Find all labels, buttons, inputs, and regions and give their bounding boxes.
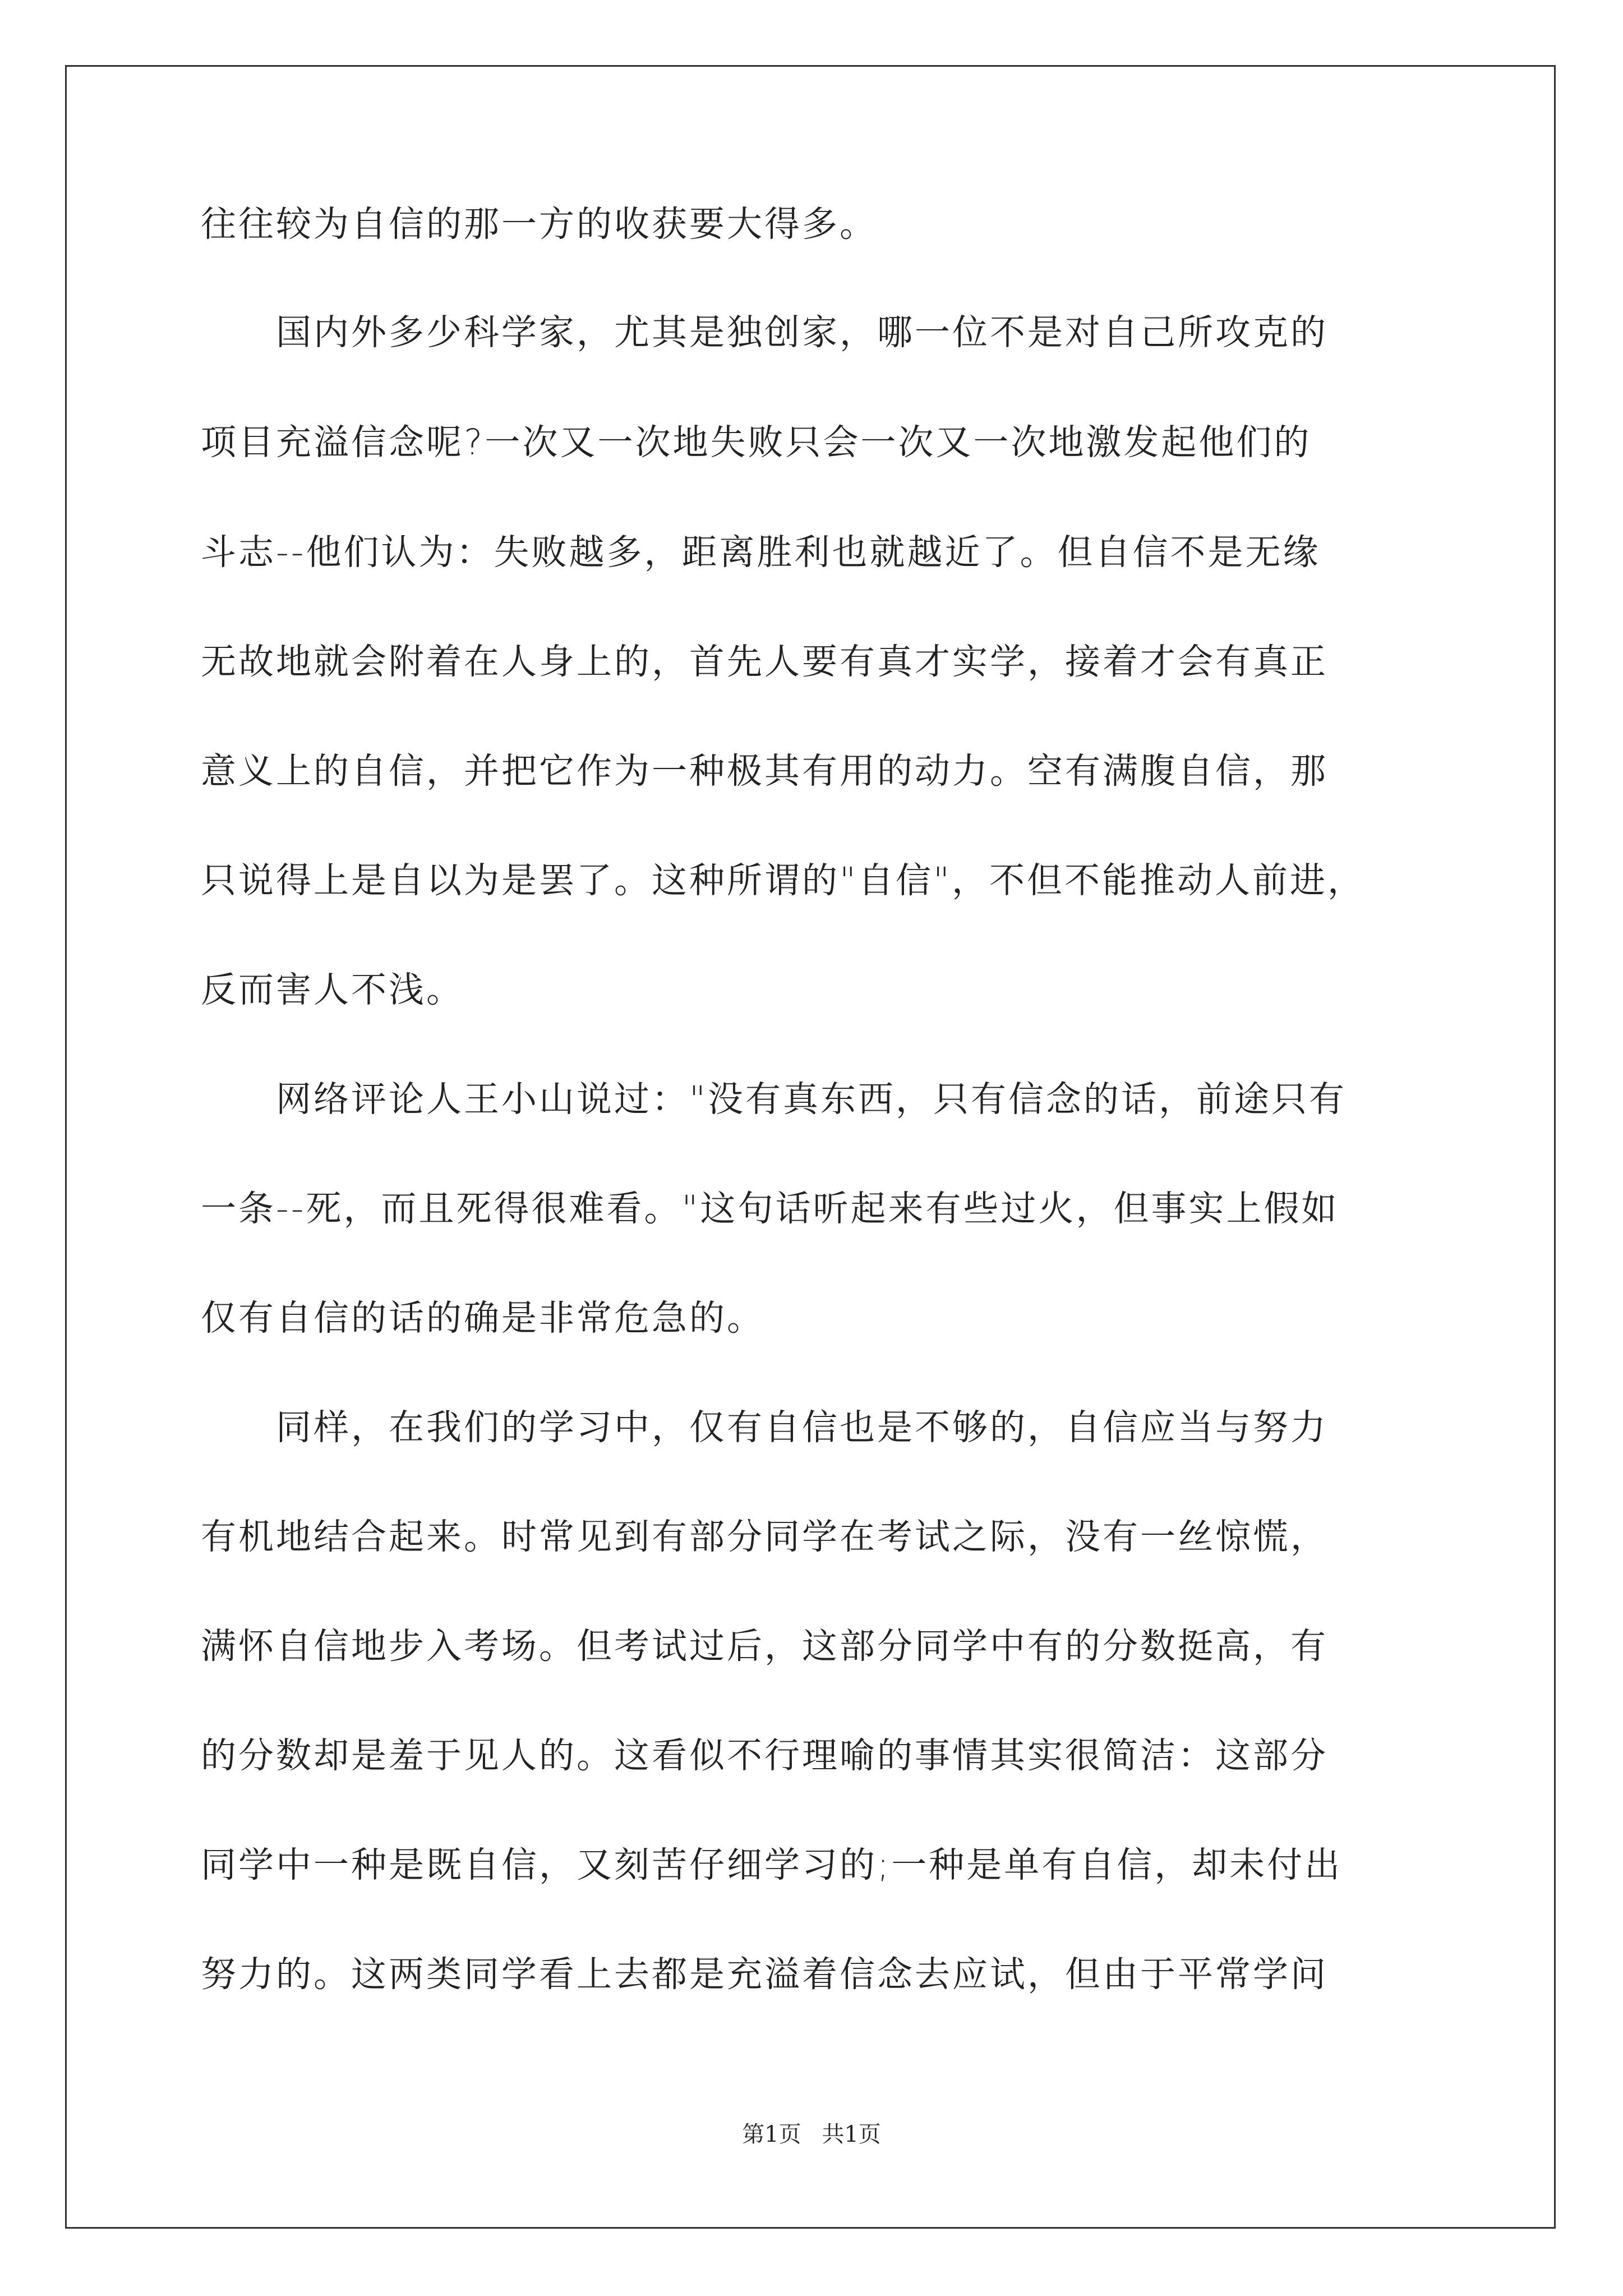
text-line: 努力的。这两类同学看上去都是充溢着信念去应试，但由于平常学问 [201,1954,1328,1995]
text-line: 一条--死，而且死得很难看。"这句话听起来有些过火，但事实上假如 [201,1188,1339,1229]
page-number: 第1页 [742,2122,801,2147]
text-line: 斗志--他们认为：失败越多，距离胜利也就越近了。但自信不是无缘 [201,532,1321,573]
text-line: 项目充溢信念呢?一次又一次地失败只会一次又一次地激发起他们的 [201,422,1312,463]
text-line: 满怀自信地步入考场。但考试过后，这部分同学中有的分数挺高，有 [201,1626,1328,1667]
text-line: 往往较为自信的那一方的收获要大得多。 [201,204,877,245]
text-line: 同样，在我们的学习中，仅有自信也是不够的，自信应当与努力 [201,1407,1328,1448]
page-footer [0,2120,1623,2148]
text-line: 同学中一种是既自信，又刻苦仔细学习的;一种是单有自信，却未付出 [201,1844,1343,1885]
text-line: 网络评论人王小山说过："没有真东西，只有信念的话，前途只有 [201,1079,1347,1120]
text-line: 意义上的自信，并把它作为一种极其有用的动力。空有满腹自信，那 [201,751,1328,792]
text-line: 无故地就会附着在人身上的，首先人要有真才实学，接着才会有真正 [201,641,1328,682]
text-line: 的分数却是羞于见人的。这看似不行理喻的事情其实很简洁：这部分 [201,1735,1328,1776]
page-total: 共1页 [822,2122,881,2147]
text-line: 有机地结合起来。时常见到有部分同学在考试之际，没有一丝惊慌， [201,1516,1328,1557]
text-line: 国内外多少科学家，尤其是独创家，哪一位不是对自己所攻克的 [201,312,1328,353]
page-border [65,65,1556,2229]
text-line: 反而害人不浅。 [201,969,464,1010]
text-line: 仅有自信的话的确是非常危急的。 [201,1297,764,1338]
text-line: 只说得上是自以为是罢了。这种所谓的"自信"，不但不能推动人前进， [201,860,1365,901]
